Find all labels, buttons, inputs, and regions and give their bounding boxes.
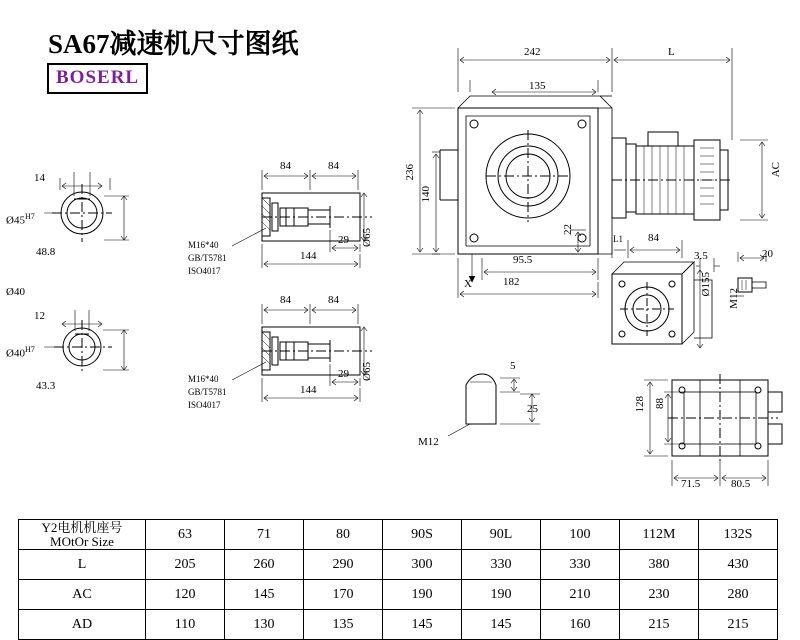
dim-O65-a: Ø65 [361, 228, 373, 247]
table-header-en: MOtOr Size [50, 533, 114, 549]
dim-80-5: 80.5 [731, 478, 751, 490]
dim-29-a: 29 [338, 234, 349, 246]
page-title: SA67减速机尺寸图纸 [48, 29, 299, 59]
table-col-1: 71 [225, 520, 304, 550]
cell-AC-0: 120 [146, 580, 225, 610]
dim-3-5: 3.5 [694, 250, 708, 262]
table-header-cn: Y2电机机座号 [41, 519, 123, 535]
dim-O65-b: Ø65 [361, 362, 373, 381]
cell-AD-2: 135 [304, 610, 383, 640]
dim-71-5: 71.5 [681, 478, 701, 490]
cell-L-4: 330 [462, 550, 541, 580]
dim-236: 236 [404, 164, 416, 181]
dim-d40h7: $Ø40^{H7}$ [6, 345, 35, 360]
dim-12: 12 [34, 310, 45, 322]
table-col-4: 90L [462, 520, 541, 550]
flange-view [612, 240, 766, 348]
dim-88: 88 [654, 398, 666, 409]
label-X: X [464, 278, 472, 290]
table-col-2: 80 [304, 520, 383, 550]
dim-L1: L1 [613, 234, 623, 244]
dim-M12-bottom: M12 [418, 436, 439, 448]
dim-14: 14 [34, 172, 45, 184]
dim-95-5: 95.5 [513, 254, 533, 266]
cell-L-7: 430 [699, 550, 778, 580]
dim-84-right: 84 [648, 232, 659, 244]
table-row [19, 610, 778, 640]
dim-140: 140 [420, 186, 432, 203]
specification-table [18, 519, 778, 640]
shaft-view-45 [44, 172, 129, 242]
dim-5: 5 [510, 360, 516, 372]
cell-AD-4: 145 [462, 610, 541, 640]
dim-O155: Ø155 [700, 272, 712, 297]
cell-AC-6: 230 [620, 580, 699, 610]
dim-AC: AC [770, 162, 782, 178]
dim-84-a2: 84 [328, 160, 339, 172]
dim-128: 128 [634, 396, 646, 413]
table-row [19, 580, 778, 610]
bolt-spec-b-line2: GB/T5781 [188, 387, 227, 397]
cell-AD-5: 160 [541, 610, 620, 640]
dim-135: 135 [529, 80, 546, 92]
dim-48-8: 48.8 [36, 246, 56, 258]
row-label-L: L [19, 550, 146, 580]
cell-AD-0: 110 [146, 610, 225, 640]
dim-29-b: 29 [338, 368, 349, 380]
bolt-spec-a-line1: M16*40 [188, 240, 219, 250]
cell-AC-3: 190 [383, 580, 462, 610]
cell-L-6: 380 [620, 550, 699, 580]
cell-AC-4: 190 [462, 580, 541, 610]
table-col-5: 100 [541, 520, 620, 550]
table-header-row [19, 520, 778, 550]
dim-20: 20 [762, 248, 773, 260]
cell-L-5: 330 [541, 550, 620, 580]
cell-L-1: 260 [225, 550, 304, 580]
shaft-view-40 [44, 310, 129, 374]
dim-M12-right: M12 [728, 288, 740, 309]
cell-L-0: 205 [146, 550, 225, 580]
cell-AD-7: 215 [699, 610, 778, 640]
dim-25: 25 [527, 403, 538, 415]
dim-84-b1: 84 [280, 294, 291, 306]
table-col-6: 112M [620, 520, 699, 550]
cell-AD-6: 215 [620, 610, 699, 640]
dim-22: 22 [562, 224, 574, 235]
row-label-AC: AC [19, 580, 146, 610]
bolt-spec-a-line3: ISO4017 [188, 266, 221, 276]
bolt-spec-b-line3: ISO4017 [188, 400, 221, 410]
dim-L: L [668, 46, 675, 58]
dim-84-a1: 84 [280, 160, 291, 172]
dim-d45h7: $Ø45^{H7}$ [6, 212, 35, 227]
brand-logo: BOSERL [47, 63, 148, 94]
cell-L-2: 290 [304, 550, 383, 580]
table-col-0: 63 [146, 520, 225, 550]
dim-182: 182 [503, 276, 520, 288]
table-header-motor-size [19, 520, 146, 550]
table-col-3: 90S [383, 520, 462, 550]
cell-AD-3: 145 [383, 610, 462, 640]
bolt-spec-b-line1: M16*40 [188, 374, 219, 384]
dim-144-b: 144 [300, 384, 317, 396]
dim-84-b2: 84 [328, 294, 339, 306]
gearbox-main-view [412, 48, 768, 298]
cell-AC-5: 210 [541, 580, 620, 610]
cell-L-3: 300 [383, 550, 462, 580]
cell-AC-1: 145 [225, 580, 304, 610]
bolt-spec-a-line2: GB/T5781 [188, 253, 227, 263]
cell-AC-2: 170 [304, 580, 383, 610]
cell-AC-7: 280 [699, 580, 778, 610]
dim-144-a: 144 [300, 250, 317, 262]
dim-d40: Ø40 [6, 286, 25, 298]
table-col-7: 132S [699, 520, 778, 550]
dim-43-3: 43.3 [36, 380, 56, 392]
row-label-AD: AD [19, 610, 146, 640]
dim-242: 242 [524, 46, 541, 58]
cell-AD-1: 130 [225, 610, 304, 640]
table-row [19, 550, 778, 580]
base-plan-view [644, 374, 782, 486]
